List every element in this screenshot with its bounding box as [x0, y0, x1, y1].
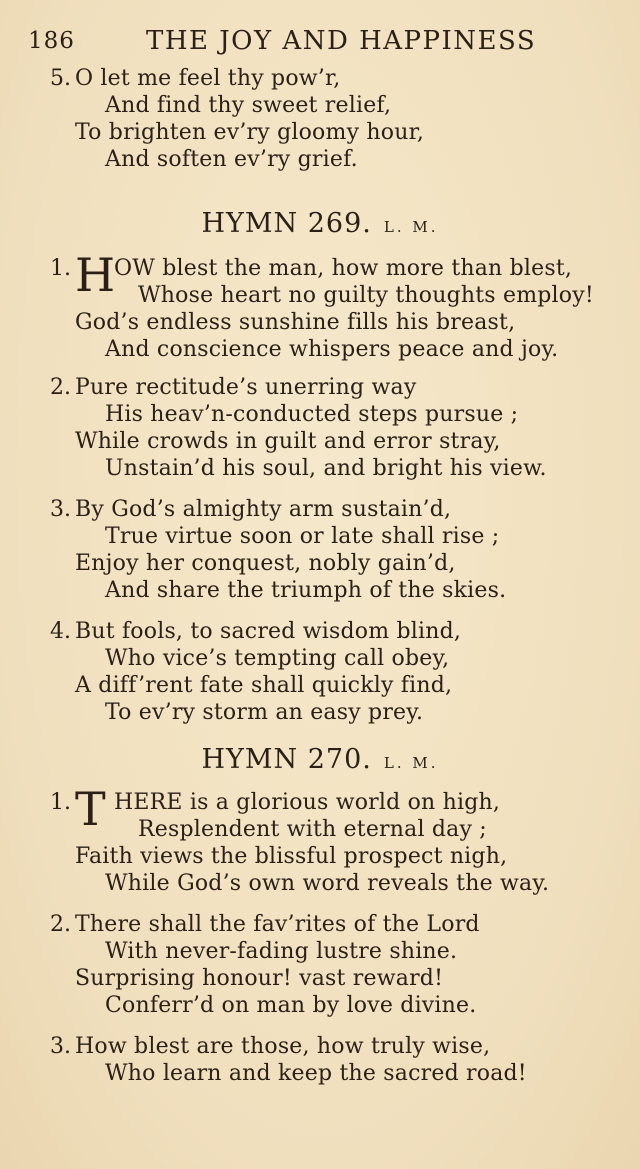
- verse-line: True virtue soon or late shall rise ;: [105, 524, 500, 549]
- verse-line: Whose heart no guilty thoughts employ!: [138, 283, 594, 308]
- verse-line: HERE is a glorious world on high,: [114, 790, 501, 815]
- verse-line: Who learn and keep the sacred road!: [105, 1061, 527, 1086]
- verse-line: Conferr’d on man by love divine.: [105, 993, 477, 1018]
- hymn-title: HYMN 269.: [201, 208, 372, 239]
- hymn-meter: L. M.: [383, 218, 439, 236]
- verse-line: God’s endless sunshine fills his breast,: [75, 310, 516, 335]
- verse-line: Surprising honour! vast reward!: [75, 966, 444, 991]
- verse-line: His heav’n-conducted steps pursue ;: [105, 402, 519, 427]
- verse-line: OW blest the man, how more than blest,: [114, 256, 573, 281]
- stanza-number: 1.: [50, 256, 71, 281]
- verse-line: O let me feel thy pow’r,: [75, 66, 341, 91]
- hymn-heading: [0, 208, 640, 239]
- verse-line: Enjoy her conquest, nobly gain’d,: [75, 551, 456, 576]
- verse-line: While God’s own word reveals the way.: [105, 871, 550, 896]
- stanza: [50, 912, 610, 1022]
- verse-line: Unstain’d his soul, and bright his view.: [105, 456, 547, 481]
- verse-line: To brighten ev’ry gloomy hour,: [75, 120, 425, 145]
- stanza-number: 3.: [50, 497, 71, 522]
- verse-line: With never-fading lustre shine.: [105, 939, 458, 964]
- verse-line: There shall the fav’rites of the Lord: [75, 912, 480, 937]
- stanza-number: 1.: [50, 790, 71, 815]
- stanza-number: 2.: [50, 912, 71, 937]
- drop-cap: H: [75, 248, 116, 302]
- stanza: [50, 248, 610, 366]
- hymn-title: HYMN 270.: [201, 744, 372, 775]
- stanza: [50, 782, 610, 900]
- verse-line: Who vice’s tempting call obey,: [105, 646, 450, 671]
- verse-line: While crowds in guilt and error stray,: [75, 429, 501, 454]
- stanza-continuation: [50, 66, 610, 186]
- page-number: 186: [28, 28, 75, 54]
- verse-line: Faith views the blissful prospect nigh,: [75, 844, 508, 869]
- stanza-number: 3.: [50, 1034, 71, 1059]
- page-header: [28, 26, 538, 60]
- verse-line: Resplendent with eternal day ;: [138, 817, 487, 842]
- stanza-number: 5.: [50, 66, 71, 91]
- stanza: [50, 619, 610, 729]
- verse-line: But fools, to sacred wisdom blind,: [75, 619, 462, 644]
- stanza: [50, 375, 610, 485]
- verse-line: And soften ev’ry grief.: [105, 147, 358, 172]
- verse-line: And find thy sweet relief,: [105, 93, 392, 118]
- verse-line: By God’s almighty arm sustain’d,: [75, 497, 452, 522]
- hymn-heading: [0, 744, 640, 775]
- stanza: [50, 497, 610, 607]
- stanza-number: 4.: [50, 619, 71, 644]
- verse-line: A diff’rent fate shall quickly find,: [75, 673, 453, 698]
- stanza-number: 2.: [50, 375, 71, 400]
- stanza: [50, 1034, 610, 1094]
- running-title: THE JOY AND HAPPINESS: [146, 26, 537, 56]
- verse-line: And conscience whispers peace and joy.: [105, 337, 559, 362]
- verse-line: Pure rectitude’s unerring way: [75, 375, 417, 400]
- drop-cap: T: [75, 782, 106, 836]
- hymn-meter: L. M.: [383, 754, 439, 772]
- verse-line: To ev’ry storm an easy prey.: [105, 700, 424, 725]
- verse-line: How blest are those, how truly wise,: [75, 1034, 491, 1059]
- verse-line: And share the triumph of the skies.: [105, 578, 507, 603]
